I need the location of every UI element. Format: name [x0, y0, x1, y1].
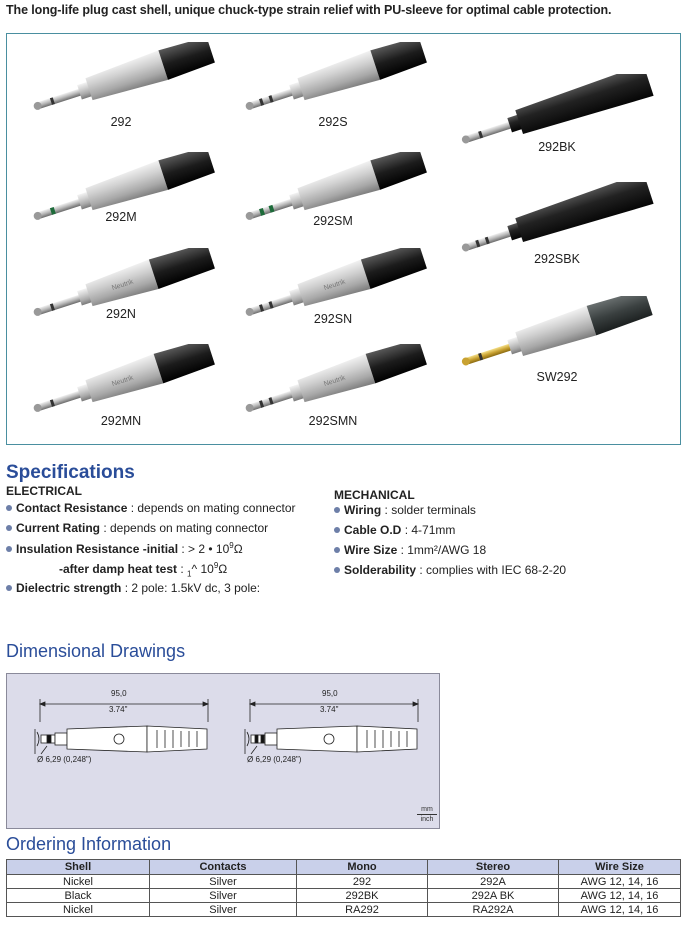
cell-mono: 292BK	[297, 889, 428, 903]
label-292N: 292N	[106, 307, 136, 321]
col-contacts: Contacts	[150, 860, 297, 875]
cell-mono: RA292	[297, 903, 428, 917]
dia-left: Ø 6,29 (0,248")	[37, 755, 92, 764]
label-292MN: 292MN	[100, 414, 142, 428]
plug-292SM-image	[237, 152, 437, 222]
cell-shell: Nickel	[7, 875, 150, 889]
plug-292SBK-image	[453, 182, 663, 252]
dim-left-in: 3.74"	[109, 705, 128, 714]
label-292SBK: 292SBK	[534, 252, 580, 266]
cell-stereo: 292A	[428, 875, 559, 889]
spec-solderability: Solderability : complies with IEC 68-2-20	[334, 563, 566, 577]
ordering-information-heading: Ordering Information	[6, 834, 172, 854]
bullet-icon	[6, 546, 12, 552]
spec-damp-heat: -after damp heat test : $_1$^ $10^9\Omega$	[59, 561, 228, 579]
plug-292S-image	[237, 42, 437, 112]
spec-insulation-resistance: Insulation Resistance -initial : > 2 • $10^9\Omega$	[6, 541, 243, 556]
spec-contact-resistance: Contact Resistance : depends on mating connector	[6, 501, 296, 515]
cell-stereo: RA292A	[428, 903, 559, 917]
ordering-table	[6, 859, 681, 917]
dim-left-mm: 95,0	[111, 689, 127, 698]
spec-cable-od: Cable O.D : 4-71mm	[334, 523, 455, 537]
bullet-icon	[334, 507, 340, 513]
label-292SMN: 292SMN	[308, 414, 358, 428]
cell-shell: Black	[7, 889, 150, 903]
label-292S: 292S	[318, 115, 348, 129]
plug-292BK-image	[453, 74, 663, 144]
drawings-svg	[7, 674, 441, 830]
product-gallery	[6, 33, 681, 445]
svg-text:Neutrik: Neutrik	[323, 374, 347, 389]
col-shell: Shell	[7, 860, 150, 875]
cell-stereo: 292A BK	[428, 889, 559, 903]
bullet-icon	[6, 505, 12, 511]
bullet-icon	[334, 567, 340, 573]
plug-292SMN-image	[237, 344, 437, 414]
spec-wiring: Wiring : solder terminals	[334, 503, 476, 517]
cell-wire-size: AWG 12, 14, 16	[559, 903, 681, 917]
label-292SN: 292SN	[313, 312, 353, 326]
table-header-row	[7, 860, 681, 875]
plug-292-image	[25, 42, 225, 112]
specifications-heading: Specifications	[6, 462, 135, 483]
dim-right-in: 3.74"	[320, 705, 339, 714]
plug-292MN-image	[25, 344, 225, 414]
label-292: 292	[110, 115, 132, 129]
table-row	[7, 875, 681, 889]
dim-right-mm: 95,0	[322, 689, 338, 698]
cell-shell: Nickel	[7, 903, 150, 917]
intro-text: The long-life plug cast shell, unique chuck-type strain relief with PU-sleeve for optimal cable protection.	[6, 3, 612, 17]
cell-contacts: Silver	[150, 903, 297, 917]
spec-wire-size: Wire Size : 1mm²/AWG 18	[334, 543, 486, 557]
svg-text:Neutrik: Neutrik	[111, 278, 135, 293]
cell-wire-size: AWG 12, 14, 16	[559, 889, 681, 903]
table-row	[7, 903, 681, 917]
col-wire-size: Wire Size	[559, 860, 681, 875]
dimensional-drawings-heading: Dimensional Drawings	[6, 641, 186, 661]
bullet-icon	[334, 547, 340, 553]
plug-SW292-image	[453, 296, 663, 366]
bullet-icon	[6, 525, 12, 531]
svg-text:Neutrik: Neutrik	[111, 374, 135, 389]
cell-mono: 292	[297, 875, 428, 889]
label-292M: 292M	[105, 210, 137, 224]
dia-right: Ø 6,29 (0,248")	[247, 755, 302, 764]
bullet-icon	[6, 585, 12, 591]
table-row	[7, 889, 681, 903]
units-inch: inch	[420, 816, 434, 823]
bullet-icon	[334, 527, 340, 533]
units-mm: mm	[417, 806, 437, 815]
mechanical-heading: MECHANICAL	[334, 488, 415, 502]
label-292BK: 292BK	[538, 140, 576, 154]
plug-292SN-image	[237, 248, 437, 318]
cell-contacts: Silver	[150, 889, 297, 903]
col-stereo: Stereo	[428, 860, 559, 875]
electrical-heading: ELECTRICAL	[6, 484, 82, 498]
dimensional-drawings-panel	[6, 673, 440, 829]
cell-contacts: Silver	[150, 875, 297, 889]
spec-current-rating: Current Rating : depends on mating connector	[6, 521, 268, 535]
label-SW292: SW292	[536, 370, 578, 384]
spec-dielectric-strength: Dielectric strength : 2 pole: 1.5kV dc, 3 pole:	[6, 581, 260, 595]
col-mono: Mono	[297, 860, 428, 875]
label-292SM: 292SM	[313, 214, 353, 228]
svg-text:Neutrik: Neutrik	[323, 278, 347, 293]
cell-wire-size: AWG 12, 14, 16	[559, 875, 681, 889]
